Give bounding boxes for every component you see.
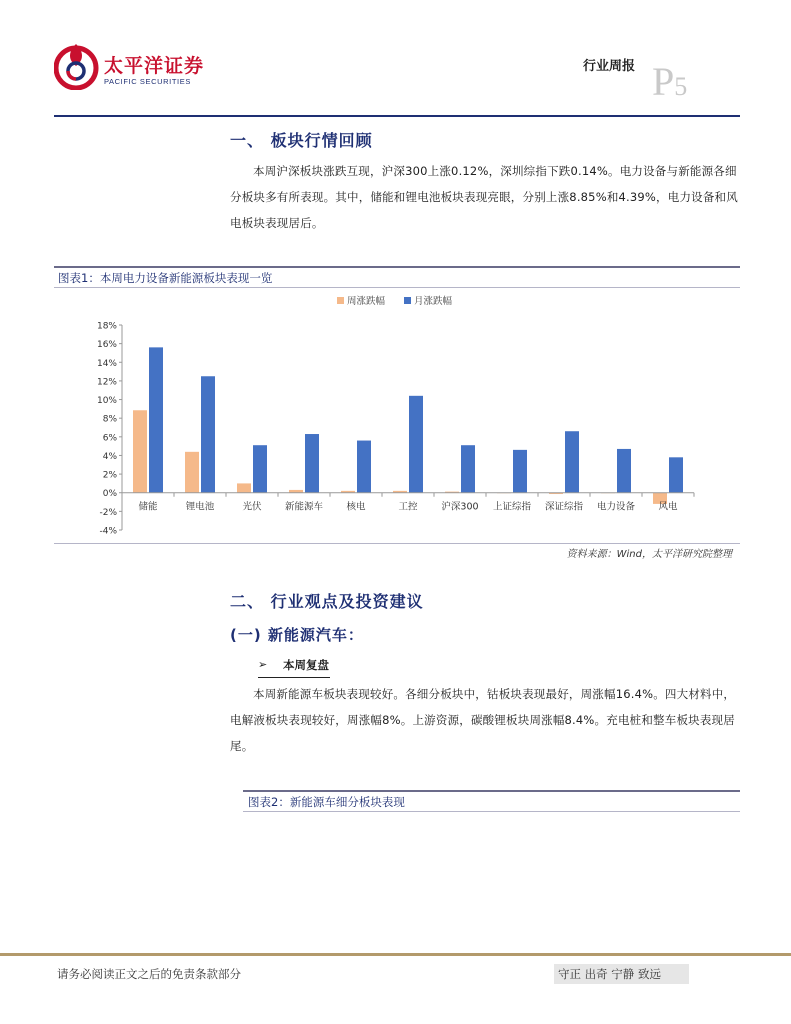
section1-title: 一、 板块行情回顾 [230, 131, 373, 150]
x-tick-label: 深证综指 [544, 501, 584, 513]
y-tick-label: 8% [102, 414, 117, 425]
logo-emblem-icon [54, 42, 100, 90]
footer-disclaimer: 请务必阅读正文之后的免责条款部分 [57, 967, 241, 981]
page-number [652, 58, 687, 105]
y-tick-label: 2% [102, 470, 117, 481]
y-tick-label: 18% [96, 321, 117, 332]
logo-text-cn: 太平洋证券 [104, 55, 205, 77]
legend-swatch-2 [404, 297, 411, 304]
x-tick-label: 电力设备 [596, 501, 636, 513]
bullet-label: 本周复盘 [283, 658, 329, 672]
sector-performance-chart [54, 290, 740, 544]
y-tick-label: 10% [96, 396, 117, 407]
bar-monthly-1 [149, 347, 163, 492]
bar-monthly-3 [253, 445, 267, 493]
footer-rule [0, 953, 791, 956]
x-tick-label: 沪深300 [441, 501, 479, 513]
x-tick-label: 工控 [398, 501, 418, 513]
y-tick-label: 16% [96, 340, 117, 351]
figure1-caption-rule [54, 287, 740, 288]
figure1-caption: 图表1：本周电力设备新能源板块表现一览 [58, 271, 273, 285]
bullet-underline [258, 677, 330, 678]
page-digit: 5 [674, 72, 688, 101]
legend-label-2: 月涨跌幅 [414, 296, 453, 307]
report-type: 行业周报 [583, 59, 636, 74]
x-tick-label: 核电 [346, 501, 366, 513]
y-tick-label: 0% [102, 489, 117, 500]
section2-subtitle: (一) 新能源汽车： [230, 626, 364, 644]
footer-motto: 守正 出奇 宁静 致远 [554, 964, 689, 984]
bar-monthly-9 [565, 431, 579, 493]
header-rule [54, 115, 740, 117]
bar-monthly-7 [461, 445, 475, 493]
logo-text-en: PACIFIC SECURITIES [104, 77, 191, 86]
legend-swatch-1 [337, 297, 344, 304]
x-tick-label: 上证综指 [492, 501, 532, 513]
x-tick-label: 锂电池 [185, 501, 215, 513]
figure2-caption-rule [243, 811, 740, 812]
bar-monthly-8 [513, 450, 527, 493]
bar-monthly-10 [617, 449, 631, 493]
chart-bars [133, 347, 683, 504]
x-tick-label: 光伏 [242, 501, 262, 513]
bar-monthly-11 [669, 457, 683, 492]
bar-weekly-2 [185, 452, 199, 493]
chart-legend [337, 295, 453, 307]
bar-monthly-4 [305, 434, 319, 493]
legend-label-1: 周涨跌幅 [347, 296, 386, 307]
bar-monthly-5 [357, 441, 371, 493]
y-tick-label: 4% [102, 451, 117, 462]
x-tick-label: 储能 [138, 501, 158, 513]
y-tick-label: -2% [99, 507, 117, 518]
section1-paragraph: 本周沪深板块涨跌互现，沪深300上涨0.12%，深圳综指下跌0.14%。电力设备与新能源各细分板块多有所表现。其中，储能和锂电池板块表现亮眼，分别上涨8.85%和4.39%，电力设备和风电板块表现居后。 [230, 164, 738, 230]
figure1-top-rule [54, 266, 740, 268]
x-tick-label: 风电 [658, 501, 678, 513]
y-tick-label: 12% [96, 377, 117, 388]
bullet-arrow-icon: ➢ [258, 658, 268, 671]
company-logo [54, 42, 214, 90]
figure2-top-rule [243, 790, 740, 792]
bar-weekly-1 [133, 410, 147, 492]
figure2-caption: 图表2：新能源车细分板块表现 [248, 795, 405, 809]
y-tick-label: 14% [96, 358, 117, 369]
section2-paragraph: 本周新能源车板块表现较好。各细分板块中，钴板块表现最好，周涨幅16.4%。四大材料中，电解液板块表现较好，周涨幅8%。上游资源，碳酸锂板块周涨幅8.4%。充电桩和整车板块表现居尾。 [230, 687, 736, 753]
bar-monthly-6 [409, 396, 423, 493]
figure1-bottom-rule [54, 543, 740, 544]
y-tick-label: 6% [102, 433, 117, 444]
y-axis [97, 322, 122, 537]
bar-weekly-3 [237, 483, 251, 492]
figure1-source: 资料来源：Wind，太平洋研究院整理 [566, 549, 732, 560]
bar-monthly-2 [201, 376, 215, 492]
y-tick-label: -4% [99, 526, 117, 537]
x-tick-label: 新能源车 [284, 501, 324, 513]
section2-title: 二、 行业观点及投资建议 [230, 592, 424, 611]
x-axis [122, 493, 694, 513]
page-letter: P [652, 59, 675, 104]
